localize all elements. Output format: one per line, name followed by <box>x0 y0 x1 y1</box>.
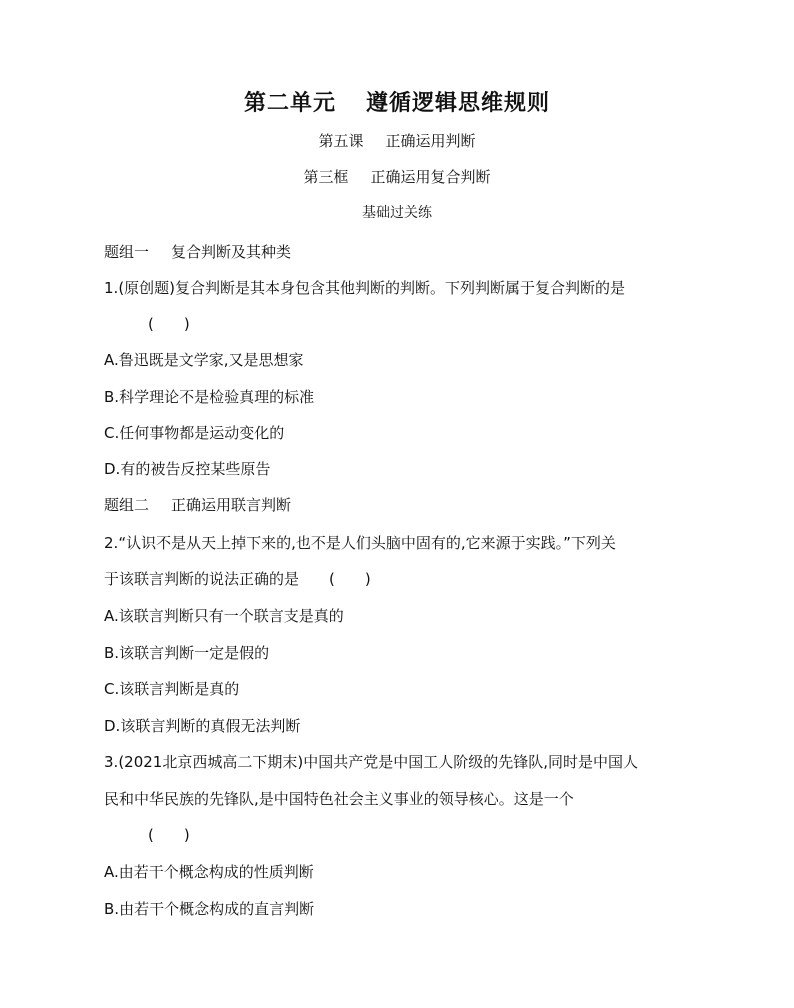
option-d <box>104 716 300 736</box>
option-letter: C. <box>104 680 120 698</box>
option-text: 该联言判断只有一个联言支是真的 <box>118 607 344 625</box>
group-heading <box>104 242 291 262</box>
unit-title-part-2: 遵循逻辑思维规则 <box>366 91 551 116</box>
option-a <box>104 606 344 626</box>
group-label: 题组一 <box>104 243 150 261</box>
question-number: 1. <box>104 279 119 297</box>
option-letter: B. <box>104 388 120 406</box>
frame-title <box>0 167 794 187</box>
option-b <box>104 387 314 407</box>
lesson-title-part-2: 正确运用判断 <box>385 132 476 150</box>
option-text: 鲁迅既是文学家,又是思想家 <box>118 351 304 369</box>
unit-title-part-1: 第二单元 <box>243 91 336 116</box>
question-source: (2021北京西城高二下期末) <box>118 753 304 771</box>
option-d <box>104 459 270 479</box>
option-letter: A. <box>104 351 119 369</box>
option-text: 有的被告反控某些原告 <box>120 460 271 478</box>
lesson-title <box>0 131 794 151</box>
question-3-stem-line-1 <box>104 752 638 772</box>
question-2-stem-line-2 <box>104 569 371 589</box>
question-text: 复合判断是其本身包含其他判断的判断。下列判断属于复合判断的是 <box>175 279 626 297</box>
option-a <box>104 862 314 882</box>
lesson-title-part-1: 第五课 <box>318 132 364 150</box>
frame-title-part-1: 第三框 <box>303 168 349 186</box>
question-text: 于该联言判断的说法正确的是 <box>104 570 300 588</box>
option-text: 该联言判断的真假无法判断 <box>120 717 301 735</box>
option-letter: B. <box>104 900 120 918</box>
question-number: 3. <box>104 753 119 771</box>
question-text: 民和中华民族的先锋队,是中国特色社会主义事业的领导核心。这是一个 <box>104 790 574 808</box>
question-1-stem <box>104 278 625 298</box>
question-text: “认识不是从天上掉下来的,也不是人们头脑中固有的,它来源于实践。”下列关 <box>118 534 616 552</box>
option-text: 由若干个概念构成的直言判断 <box>119 900 315 918</box>
answer-blank: ( ) <box>148 826 190 844</box>
group-heading <box>104 495 291 515</box>
option-text: 该联言判断是真的 <box>119 680 240 698</box>
group-topic: 正确运用联言判断 <box>171 496 292 514</box>
answer-blank: ( ) <box>148 315 190 333</box>
group-topic: 复合判断及其种类 <box>171 243 292 261</box>
option-a <box>104 350 304 370</box>
option-b <box>104 899 314 919</box>
option-letter: A. <box>104 607 119 625</box>
group-label: 题组二 <box>104 496 150 514</box>
answer-blank: ( ) <box>329 570 371 588</box>
section-title: 基础过关练 <box>362 205 432 221</box>
option-letter: A. <box>104 863 119 881</box>
option-letter: D. <box>104 717 121 735</box>
option-text: 该联言判断一定是假的 <box>119 644 270 662</box>
option-b <box>104 643 269 663</box>
option-letter: C. <box>104 424 120 442</box>
question-number: 2. <box>104 534 119 552</box>
question-3-stem-line-2 <box>104 789 574 809</box>
unit-title <box>0 90 794 118</box>
option-text: 任何事物都是运动变化的 <box>119 424 285 442</box>
question-2-stem-line-1 <box>104 533 616 553</box>
option-letter: B. <box>104 644 120 662</box>
frame-title-part-2: 正确运用复合判断 <box>370 168 491 186</box>
option-letter: D. <box>104 460 121 478</box>
option-c <box>104 679 239 699</box>
option-text: 由若干个概念构成的性质判断 <box>118 863 314 881</box>
option-text: 科学理论不是检验真理的标准 <box>119 388 315 406</box>
question-source: (原创题) <box>118 279 176 297</box>
option-c <box>104 423 284 443</box>
question-text: 中国共产党是中国工人阶级的先锋队,同时是中国人 <box>303 753 638 771</box>
